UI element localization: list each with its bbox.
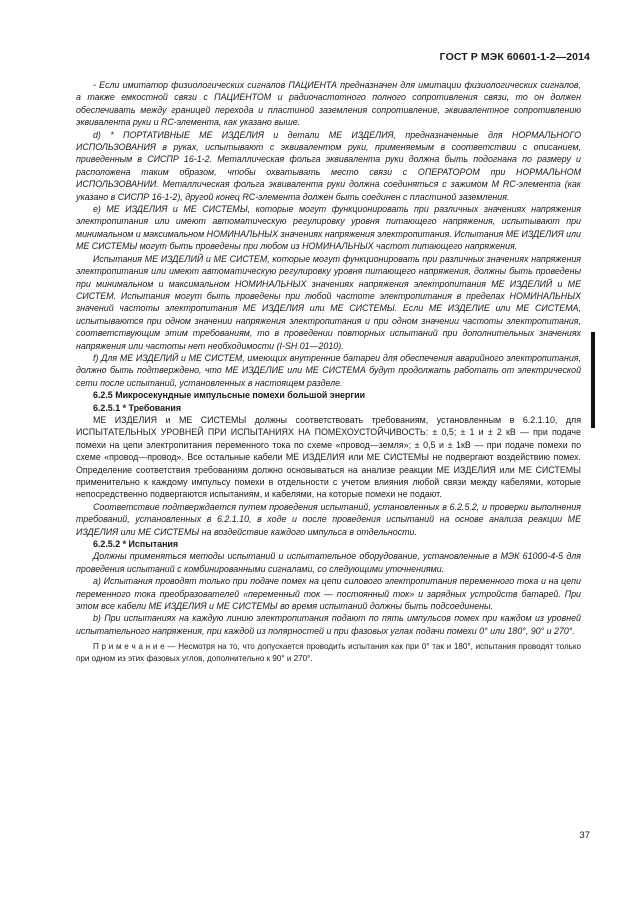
section-heading-6-2-5-1: 6.2.5.1 * Требования — [93, 402, 182, 413]
paragraph-requirements: МЕ ИЗДЕЛИЯ и МЕ СИСТЕМЫ должны соответствовать требованиям, установленным в 6.2.1.10, для ИСПЫТАТЕЛЬНЫХ УРОВНЕЙ ПРИ ИСПЫТАНИЯХ НА ПОМЕХОУСТОЙЧИВОСТЬ: ± 0,5; ± 1 и ± 2 кВ — при подаче помехи на цепи электропитания переменного тока по схеме «провод—земля»; ± 0,5 и ± 1кВ — при подаче помехи по схеме «провод—провод». Все остальные кабели МЕ ИЗДЕЛИЯ или МЕ СИСТЕМЫ не подвергают воздействию помех. Определение соответствия требованиям должно основываться на анализе реакции МЕ ИЗДЕЛИЯ или МЕ СИСТЕМЫ применительно к каждому импульсу помехи в отдельности с учетом влияния любой связи между кабелями, которые непосредственно подвергаются испытаниям, и кабелями, на которые помехи не подают. — [76, 414, 581, 500]
section-heading-6-2-5-2: 6.2.5.2 * Испытания — [93, 539, 179, 550]
paragraph-item-e: e) МЕ ИЗДЕЛИЯ и МЕ СИСТЕМЫ, которые могут функционировать при различных значениях напряжения электропитания или имеют автоматическую регулировку уровня питающего напряжения, испытывают при минимальном и максимальном НОМИНАЛЬНЫХ значениях напряжения электропитания. Испытания МЕ ИЗДЕЛИЯ или МЕ СИСТЕМЫ могут быть проведены при любом из НОМИНАЛЬНЫХ частот питающего напряжения. — [76, 204, 581, 252]
paragraph-test-methods: Должны применяться методы испытаний и испытательное оборудование, установленные в МЭК 61000-4-5 для проведения испытаний с комбинированными сигналами, со следующими уточнениями. — [76, 551, 581, 574]
note-paragraph — [76, 641, 581, 664]
change-bar — [591, 332, 595, 428]
document-body — [76, 79, 581, 664]
page-number: 37 — [579, 830, 590, 841]
section-heading-6-2-5: 6.2.5 Микросекундные импульсные помехи большой энергии — [93, 390, 366, 401]
paragraph-compliance: Соответствие подтверждается путем проведения испытаний, установленных в 6.2.5.2, и проверки выполнения требований, установленных в 6.2.1.10, в ходе и после проведения испытаний на основе анализа реакции МЕ ИЗДЕЛИЯ или МЕ СИСТЕМЫ на воздействие каждого импульса в отдельности. — [76, 501, 581, 537]
paragraph-item-f: f) Для МЕ ИЗДЕЛИЙ и МЕ СИСТЕМ, имеющих внутренние батареи для обеспечения аварийного электропитания, должно быть подтверждено, что МЕ ИЗДЕЛИЕ или МЕ СИСТЕМА будут продолжать работать от электрической сети после испытаний, установленных в настоящем разделе. — [76, 352, 581, 388]
paragraph-item-b: b) При испытаниях на каждую линию электропитания подают по пять импульсов помех при каждом из уровней испытательного напряжения, при каждой из полярностей и при фазовых углах подачи помехи 0° или 180°, 90° и 270°. — [76, 613, 581, 636]
paragraph-item-d: d) * ПОРТАТИВНЫЕ МЕ ИЗДЕЛИЯ и детали МЕ ИЗДЕЛИЯ, предназначенные для НОРМАЛЬНОГО ИСПОЛЬЗОВАНИЯ в руках, испытывают с эквивалентом руки, применяемым в соответствии с описанием, приведенным в СИСПР 16-1-2. Металлическая фольга эквивалента руки должна быть подогнана по размеру и расположена таким образом, чтобы охватывать место связи с ОПЕРАТОРОМ при НОРМАЛЬНОМ ИСПОЛЬЗОВАНИИ. Металлическая фольга эквивалента руки должна соединяться с зажимом M RC-элемента (как указано в СИСПР 16-1-2), другой конец RC-элемента должен быть соединен с пластиной заземления. — [76, 129, 581, 202]
paragraph-tests-voltage: Испытания МЕ ИЗДЕЛИЙ и МЕ СИСТЕМ, которые могут функционировать при различных значениях напряжения электропитания или имеют автоматическую регулировку уровня питающего напряжения, должны быть проведены при минимальном и максимальном НОМИНАЛЬНЫХ значениях напряжения электропитания МЕ ИЗДЕЛИЙ и МЕ СИСТЕМ. Испытания могут быть проведены при любой частоте электропитания в пределах НОМИНАЛЬНЫХ значений частоты электропитания МЕ ИЗДЕЛИЯ или МЕ СИСТЕМЫ. Если МЕ ИЗДЕЛИЕ или МЕ СИСТЕМА, испытываются при одном значении напряжения электропитания и при одном значении частоты электропитания, соответствующим этим требованиям, то в проведении повторных испытаний при дополнительных значениях напряжения или частоты нет необходимости (I-SH 01—2010). — [76, 253, 581, 351]
paragraph-item-a: a) Испытания проводят только при подаче помех на цепи силового электропитания переменного тока и на цепи переменного тока преобразователей «переменный ток — постоянный ток» и зарядных устройств батарей. При этом все кабели МЕ ИЗДЕЛИЯ и МЕ СИСТЕМЫ во время испытаний должны быть подсоединены. — [76, 576, 581, 612]
note-label: П р и м е ч а н и е — — [93, 642, 176, 652]
paragraph-hand-simulator: - Если имитатор физиологических сигналов ПАЦИЕНТА предназначен для имитации физиологических сигналов, а также емкостной связи с ПАЦИЕНТОМ и радиочастотного полного сопротивления связи, то он должен обеспечивать между границей перехода и пластиной заземления сопротивление, эквивалентное сопротивлению эквивалента руки и RC-элемента, как указано выше. — [76, 80, 581, 128]
note-text: Несмотря на то, что допускается проводить испытания как при 0° так и 180°, испытания проводят только при одном из этих фазовых углов, дополнительно к 90° и 270°. — [76, 642, 582, 663]
document-header: ГОСТ Р МЭК 60601-1-2—2014 — [439, 51, 590, 63]
